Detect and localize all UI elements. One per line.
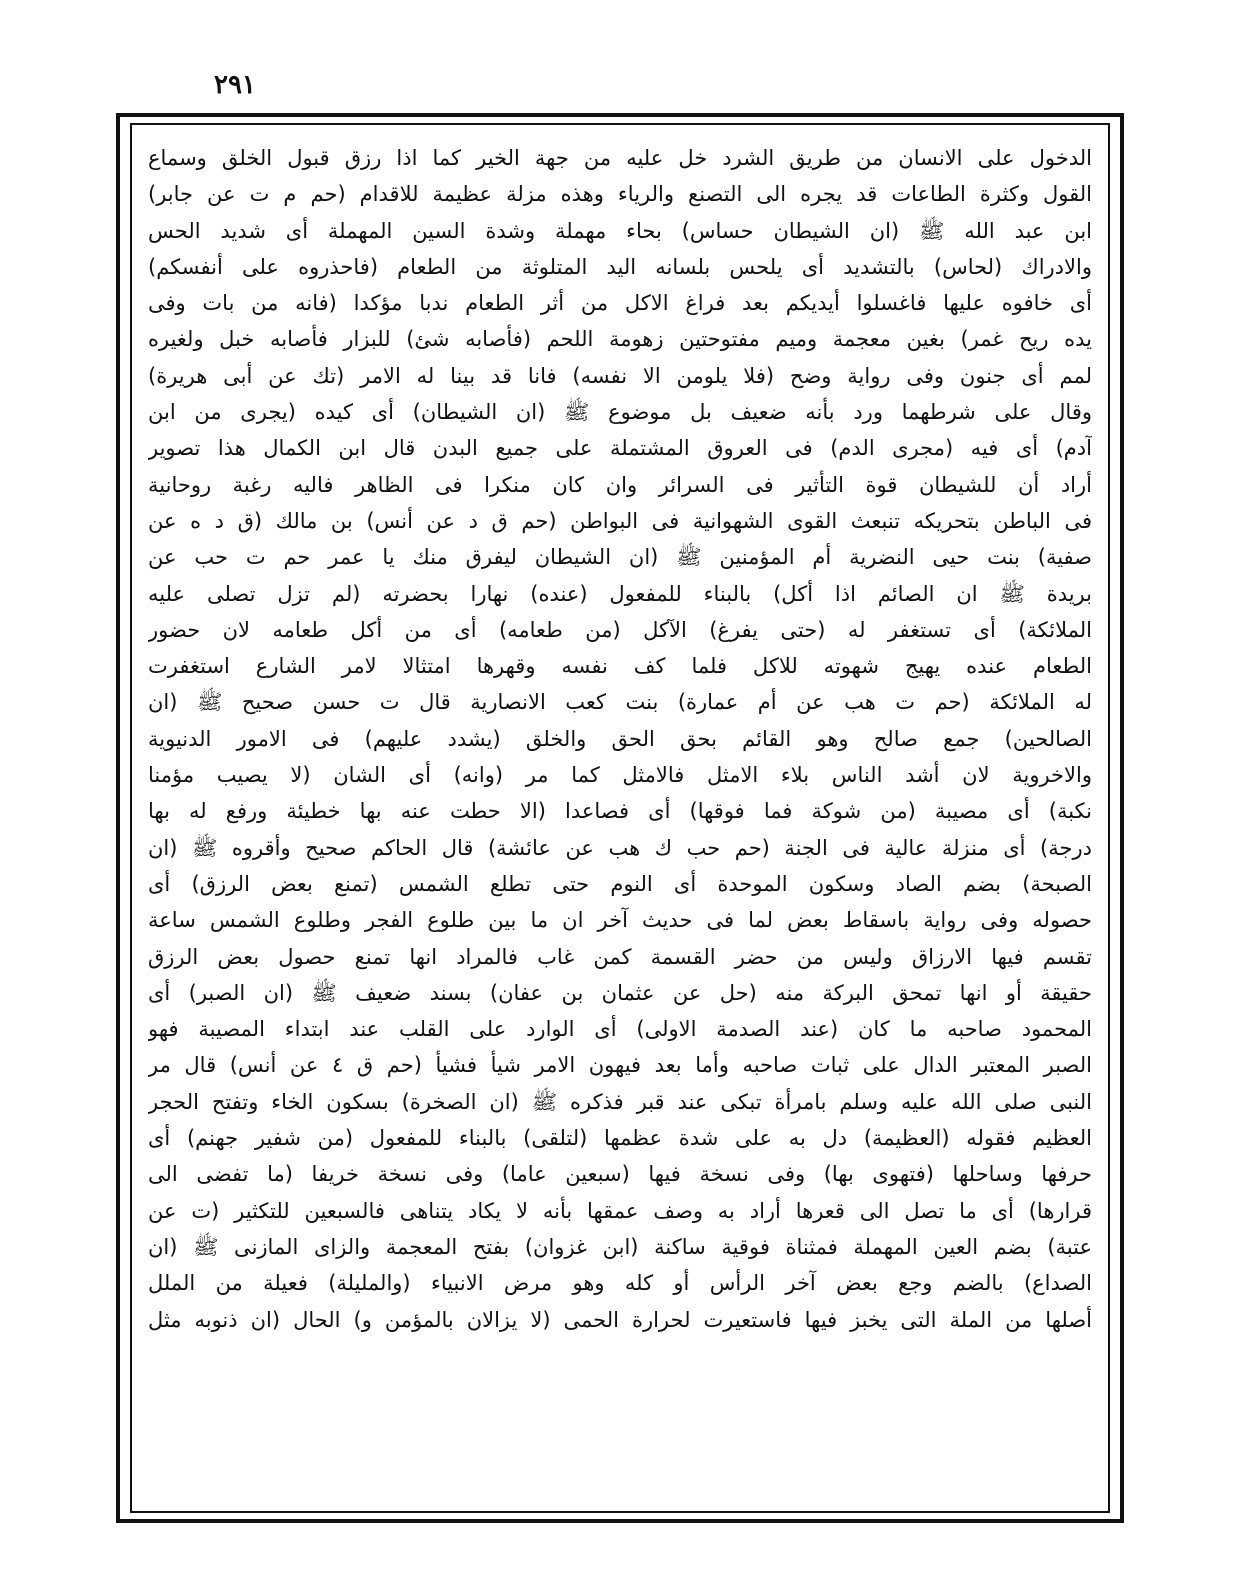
text-line-17: الصالحين) جمع صالح وهو القائم بحق الحق والخلق (يشدد عليهم) فى الامور الدنيوية <box>148 726 1092 751</box>
text-line-11: فى الباطن بتحريكه تنبعث القوى الشهوانية فى البواطن (حم ق د عن أنس) بن مالك (ق د ه عن <box>148 508 1092 533</box>
text-line-27: النبى صلى الله عليه وسلم بامرأة تبكى عند قبر فذكره ﷺ (ان الصخرة) بسكون الخاء وتفتح الحجر <box>148 1089 1092 1114</box>
text-line-31: عتبة) بضم العين المهملة فمثناة فوقية ساكنة (ابن غزوان) بفتح المعجمة والزاى المازنى ﷺ (ان <box>148 1234 1092 1259</box>
text-line-32: الصداع) بالضم وجع بعض آخر الرأس أو كله وهو مرض الانبياء (والمليلة) فعيلة من الملل <box>148 1271 1092 1296</box>
text-line-25: المحمود صاحبه ما كان (عند الصدمة الاولى) أى الوارد على القلب عند ابتداء المصيبة فهو <box>148 1017 1092 1042</box>
text-line-7: لمم أى جنون وفى رواية وضح (فلا يلومن الا نفسه) فانا قد بينا له الامر (تك عن أبى هريرة) <box>148 363 1092 388</box>
text-line-12: صفية) بنت حيى النضرية أم المؤمنين ﷺ (ان الشيطان ليفرق منك يا عمر حم ت حب عن <box>148 545 1092 570</box>
text-line-14: الملائكة) أى تستغفر له (حتى يفرغ) الآكل (من طعامه) أى من أكل طعامه لان حضور <box>148 617 1092 642</box>
text-line-2: القول وكثرة الطاعات قد يجره الى التصنع والرياء وهذه مزلة عظيمة للاقدام (حم م ت عن جابر) <box>148 182 1092 207</box>
text-line-10: أراد أن للشيطان قوة التأثير فى السرائر وان كان منكرا فى الظاهر فاليه رغبة روحانية <box>148 472 1092 497</box>
text-line-23: تقسم فيها الارزاق وليس من حضر القسمة كمن غاب فالمراد انها تمنع حصول بعض الرزق <box>148 944 1092 969</box>
text-line-22: حصوله وفى رواية باسقاط بعض لما فى حديث آخر ان ما بين طلوع الفجر وطلوع الشمس ساعة <box>148 908 1092 933</box>
text-line-20: درجة) أى منزلة عالية فى الجنة (حم حب ك هب عن عائشة) قال الحاكم صحيح وأقروه ﷺ (ان <box>148 835 1092 860</box>
text-line-16: له الملائكة (حم ت هب عن أم عمارة) بنت كعب الانصارية قال ت حسن صحيح ﷺ (ان <box>148 690 1092 715</box>
text-line-33: أصلها من الملة التى يخبز فيها فاستعيرت لحرارة الحمى (لا يزالان بالمؤمن و) الحال (ان ذنوبه مثل <box>148 1307 1092 1332</box>
text-line-3: ابن عبد الله ﷺ (ان الشيطان حساس) بحاء مهملة وشدة السين المهملة أى شديد الحس <box>148 218 1092 243</box>
text-line-19: نكبة) أى مصيبة (من شوكة فما فوقها) أى فصاعدا (الا حطت عنه بها خطيئة ورفع له بها <box>148 799 1092 824</box>
text-line-13: بريدة ﷺ ان الصائم اذا أكل) بالبناء للمفعول (عنده) نهارا بحضرته (لم تزل تصلى عليه <box>148 581 1092 606</box>
text-line-24: حقيقة أو انها تمحق البركة منه (حل عن عثمان بن عفان) بسند ضعيف ﷺ (ان الصبر) أى <box>148 980 1092 1005</box>
text-line-5: أى خافوه عليها فاغسلوا أيديكم بعد فراغ الاكل من أثر الطعام ندبا مؤكدا (فانه من بات وفى <box>148 291 1092 316</box>
text-line-6: يده ريح غمر) بغين معجمة وميم مفتوحتين زهومة اللحم (فأصابه شئ) للبزار فأصابه خبل ولغيره <box>148 327 1092 352</box>
text-line-8: وقال على شرطهما ورد بأنه ضعيف بل موضوع ﷺ (ان الشيطان) أى كيده (يجرى من ابن <box>148 400 1092 425</box>
text-line-30: قرارها) أى ما تصل الى قعرها أراد به وصف عمقها بأنه لا يكاد يتناهى فالسبعين للتكثير (ت عن <box>148 1198 1092 1223</box>
text-line-21: الصبحة) بضم الصاد وسكون الموحدة أى النوم حتى تطلع الشمس (تمنع بعض الرزق) أى <box>148 871 1092 896</box>
text-line-15: الطعام عنده يهيج شهوته للاكل فلما كف نفسه وقهرها امتثالا لامر الشارع استغفرت <box>148 654 1092 679</box>
text-line-29: حرفها وساحلها (فتهوى بها) وفى نسخة فيها (سبعين عاما) وفى نسخة خريفا (ما تفضى الى <box>148 1162 1092 1187</box>
text-line-28: العظيم فقوله (العظيمة) دل به على شدة عظمها (لتلقى) بالبناء للمفعول (من شفير جهنم) أى <box>148 1126 1092 1151</box>
text-body <box>148 140 1092 1505</box>
text-line-26: الصبر المعتبر الدال على ثبات صاحبه وأما بعد فيهون الامر شيأ فشيأ (حم ق ٤ عن أنس) قال مر <box>148 1053 1092 1078</box>
text-line-18: والاخروية لان أشد الناس بلاء الامثل فالامثل كما مر (وانه) أى الشان (لا يصيب مؤمنا <box>148 763 1092 788</box>
text-line-4: والادراك (لحاس) بالتشديد أى يلحس بلسانه اليد المتلوثة من الطعام (فاحذروه على أنفسكم) <box>148 254 1092 279</box>
page-number: ٢٩١ <box>214 70 256 100</box>
text-line-9: آدم) أى فيه (مجرى الدم) فى العروق المشتملة على جميع البدن قال ابن الكمال هذا تصوير <box>148 436 1092 461</box>
text-line-1: الدخول على الانسان من طريق الشرد خل عليه من جهة الخير كما اذا رزق قبول الخلق وسماع <box>148 146 1092 170</box>
